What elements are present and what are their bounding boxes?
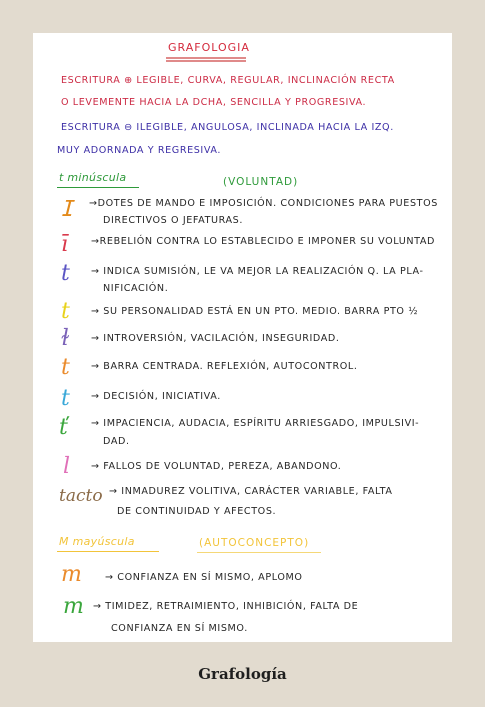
- section-t-subtitle: (VOLUNTAD): [223, 176, 299, 188]
- item-description-line: DIRECTIVOS O JEFATURAS.: [103, 215, 244, 226]
- handwriting-sample: ť: [59, 415, 68, 440]
- section-m-title: M mayúscula: [59, 535, 135, 548]
- handwriting-sample: tacto: [59, 486, 103, 506]
- note-page: [33, 33, 452, 642]
- section-m-underline: [57, 551, 159, 552]
- item-description-line: →REBELIÓN CONTRA LO ESTABLECIDO E IMPONER SU VOLUNTAD: [91, 236, 436, 247]
- item-description-line: →DOTES DE MANDO E IMPOSICIÓN. CONDICIONES PARA PUESTOS: [89, 198, 438, 209]
- item-description-line: CONFIANZA EN SÍ MISMO.: [111, 623, 248, 634]
- handwriting-sample: t: [61, 386, 70, 411]
- intro-line-3: ESCRITURA ⊖ ILEGIBLE, ANGULOSA, INCLINADA HACIA LA IZQ.: [61, 122, 394, 133]
- item-description-line: → INTROVERSIÓN, VACILACIÓN, INSEGURIDAD.: [91, 333, 340, 344]
- item-description-line: → INDICA SUMISIÓN, LE VA MEJOR LA REALIZACIÓN Q. LA PLA-: [91, 266, 424, 277]
- item-description-line: → FALLOS DE VOLUNTAD, PEREZA, ABANDONO.: [91, 461, 342, 472]
- item-description-line: NIFICACIÓN.: [103, 283, 169, 294]
- figure-caption: Grafología: [198, 665, 287, 683]
- handwriting-sample: ī: [61, 232, 69, 257]
- item-description-line: → TIMIDEZ, RETRAIMIENTO, INHIBICIÓN, FALTA DE: [93, 601, 359, 612]
- item-description-line: → BARRA CENTRADA. REFLEXIÓN, AUTOCONTROL.: [91, 361, 358, 372]
- handwriting-sample: ɫ: [61, 326, 70, 351]
- intro-line-4: MUY ADORNADA Y REGRESIVA.: [57, 145, 222, 156]
- section-t-title: t minúscula: [59, 171, 127, 184]
- title-underline: [166, 57, 246, 59]
- item-description-line: → SU PERSONALIDAD ESTÁ EN UN PTO. MEDIO. BARRA PTO ½: [91, 306, 419, 317]
- intro-line-1: ESCRITURA ⊕ LEGIBLE, CURVA, REGULAR, INCLINACIÓN RECTA: [61, 75, 395, 86]
- item-description-line: → DECISIÓN, INICIATIVA.: [91, 391, 221, 402]
- section-m-subtitle-underline: [197, 552, 321, 553]
- intro-line-2: O LEVEMENTE HACIA LA DCHA, SENCILLA Y PROGRESIVA.: [61, 97, 367, 108]
- handwriting-sample: t: [61, 261, 70, 286]
- handwriting-sample: t: [61, 299, 70, 324]
- handwriting-sample: ⵊ: [61, 197, 73, 222]
- handwriting-sample: t: [61, 355, 70, 380]
- item-description-line: → INMADUREZ VOLITIVA, CARÁCTER VARIABLE, FALTA: [109, 486, 393, 497]
- handwriting-sample: m: [61, 562, 82, 587]
- title-underline-double: [166, 60, 246, 62]
- item-description-line: → IMPACIENCIA, AUDACIA, ESPÍRITU ARRIESGADO, IMPULSIVI-: [91, 418, 420, 429]
- section-m-subtitle: (AUTOCONCEPTO): [199, 537, 310, 549]
- item-description-line: DE CONTINUIDAD Y AFECTOS.: [117, 506, 277, 517]
- handwriting-sample: m: [63, 594, 84, 619]
- handwriting-sample: l: [63, 454, 71, 479]
- item-description-line: → CONFIANZA EN SÍ MISMO, APLOMO: [105, 572, 303, 583]
- item-description-line: DAD.: [103, 436, 130, 447]
- note-title: GRAFOLOGIA: [168, 41, 250, 54]
- section-t-underline: [57, 187, 139, 188]
